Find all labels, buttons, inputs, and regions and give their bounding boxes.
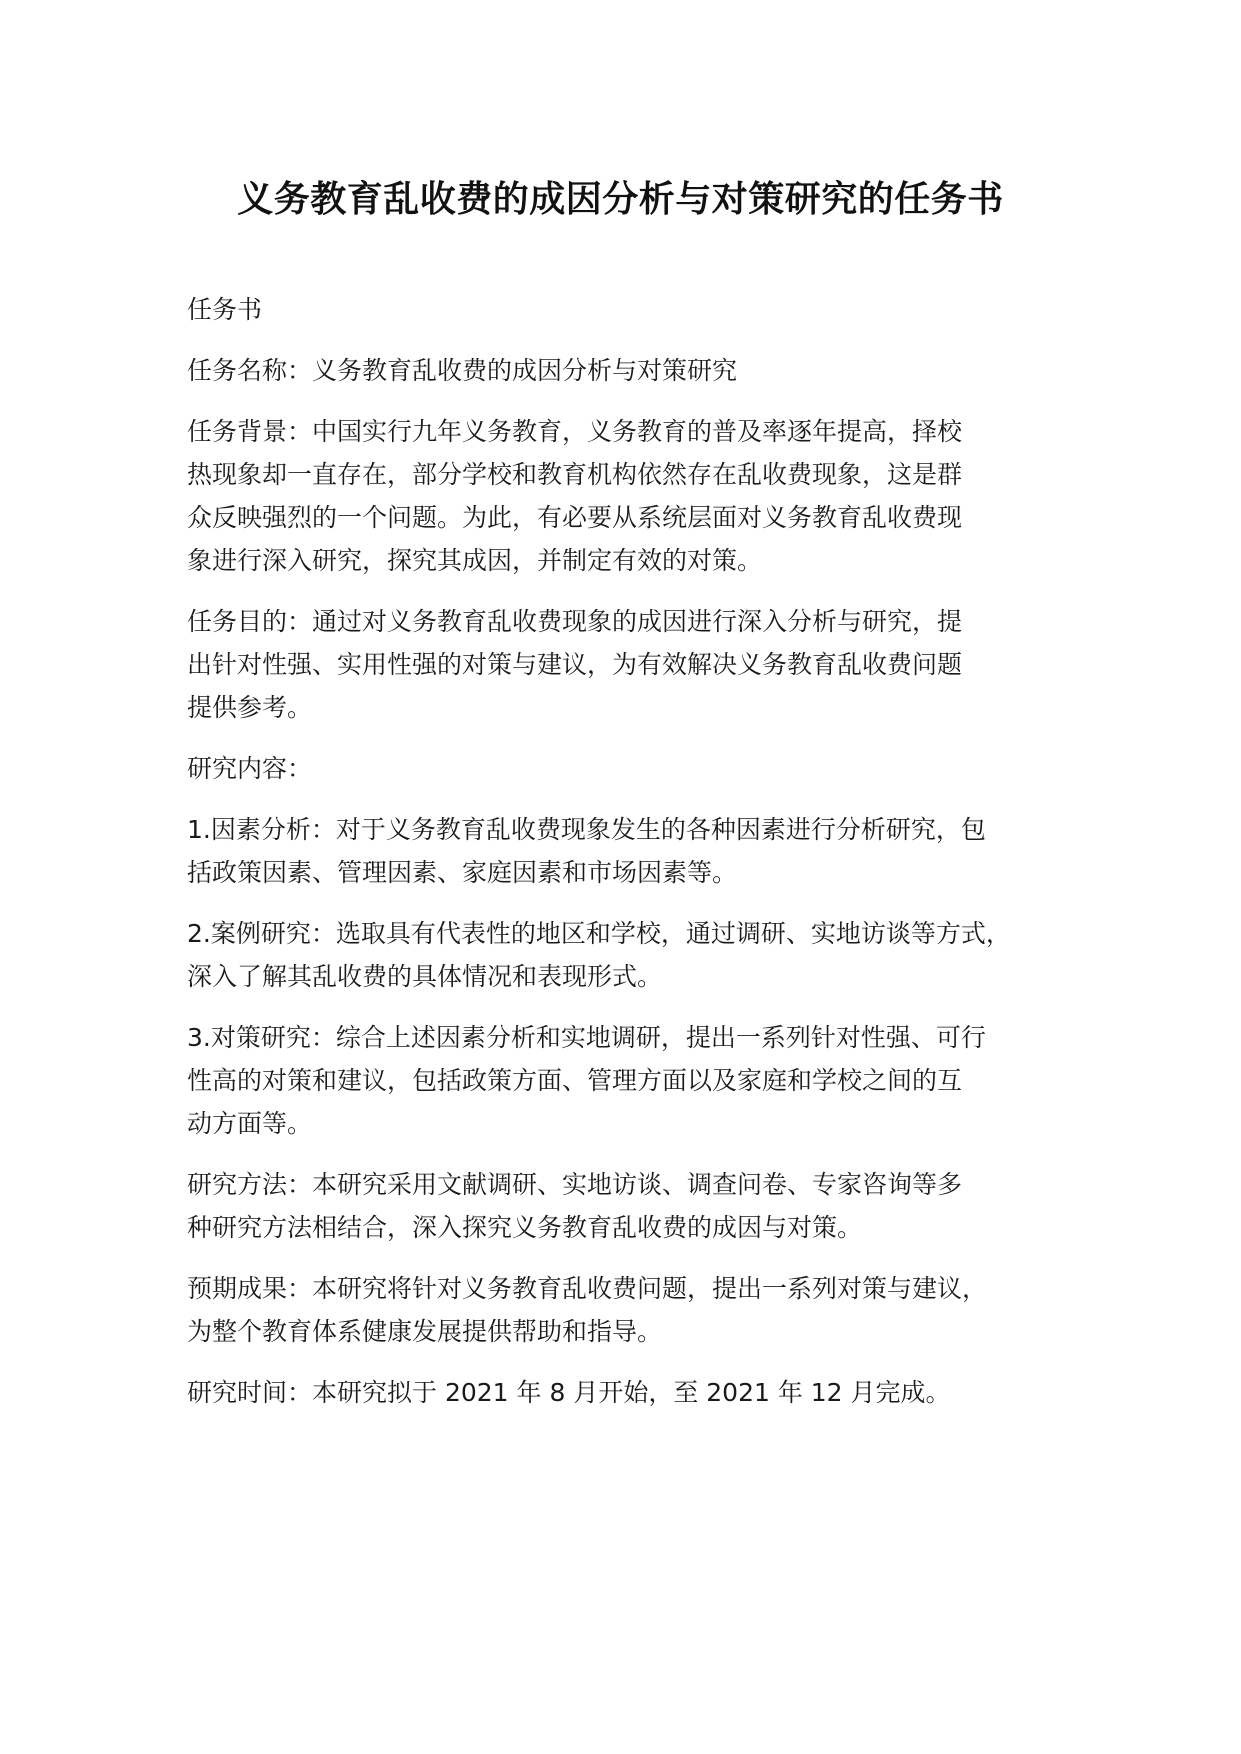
- paragraph-countermeasure-study: [187, 1016, 1082, 1145]
- paragraph-line: 括政策因素、管理因素、家庭因素和市场因素等。: [187, 858, 738, 887]
- paragraph-line: 众反映强烈的一个问题。为此，有必要从系统层面对义务教育乱收费现: [187, 503, 963, 532]
- document-title: 义务教育乱收费的成因分析与对策研究的任务书: [237, 179, 1004, 220]
- paragraph-line: 研究时间：本研究拟于 2021 年 8 月开始，至 2021 年 12 月完成。: [187, 1378, 951, 1407]
- paragraph-factor-analysis: [187, 808, 1082, 894]
- paragraph-line: 预期成果：本研究将针对义务教育乱收费问题，提出一系列对策与建议，: [187, 1274, 988, 1303]
- paragraph-line: 1.因素分析：对于义务教育乱收费现象发生的各种因素进行分析研究，包: [187, 815, 986, 844]
- paragraph-line: 2.案例研究：选取具有代表性的地区和学校，通过调研、实地访谈等方式，: [187, 919, 1011, 948]
- document-body: [187, 288, 1082, 1432]
- paragraph-line: 研究内容：: [187, 754, 313, 783]
- paragraph-task-purpose: [187, 600, 1082, 729]
- paragraph-research-time: [187, 1371, 1082, 1414]
- paragraph-case-study: [187, 912, 1082, 998]
- paragraph-task-book-heading: [187, 288, 1082, 331]
- paragraph-line: 种研究方法相结合，深入探究义务教育乱收费的成因与对策。: [187, 1213, 863, 1242]
- paragraph-line: 任务名称：义务教育乱收费的成因分析与对策研究: [187, 356, 738, 385]
- paragraph-line: 任务目的：通过对义务教育乱收费现象的成因进行深入分析与研究，提: [187, 607, 963, 636]
- paragraph-line: 深入了解其乱收费的具体情况和表现形式。: [187, 962, 663, 991]
- paragraph-line: 研究方法：本研究采用文献调研、实地访谈、调查问卷、专家咨询等多: [187, 1170, 963, 1199]
- paragraph-line: 为整个教育体系健康发展提供帮助和指导。: [187, 1317, 663, 1346]
- paragraph-line: 出针对性强、实用性强的对策与建议，为有效解决义务教育乱收费问题: [187, 650, 963, 679]
- paragraph-line: 任务背景：中国实行九年义务教育，义务教育的普及率逐年提高，择校: [187, 417, 963, 446]
- paragraph-research-content-heading: [187, 747, 1082, 790]
- paragraph-line: 性高的对策和建议，包括政策方面、管理方面以及家庭和学校之间的互: [187, 1066, 963, 1095]
- paragraph-line: 热现象却一直存在，部分学校和教育机构依然存在乱收费现象，这是群: [187, 460, 963, 489]
- paragraph-line: 3.对策研究：综合上述因素分析和实地调研，提出一系列针对性强、可行: [187, 1023, 986, 1052]
- paragraph-line: 提供参考。: [187, 693, 313, 722]
- paragraph-line: 象进行深入研究，探究其成因，并制定有效的对策。: [187, 546, 763, 575]
- paragraph-task-name: [187, 349, 1082, 392]
- paragraph-line: 任务书: [187, 295, 263, 324]
- paragraph-task-background: [187, 410, 1082, 582]
- paragraph-research-methods: [187, 1163, 1082, 1249]
- paragraph-line: 动方面等。: [187, 1109, 313, 1138]
- paragraph-expected-results: [187, 1267, 1082, 1353]
